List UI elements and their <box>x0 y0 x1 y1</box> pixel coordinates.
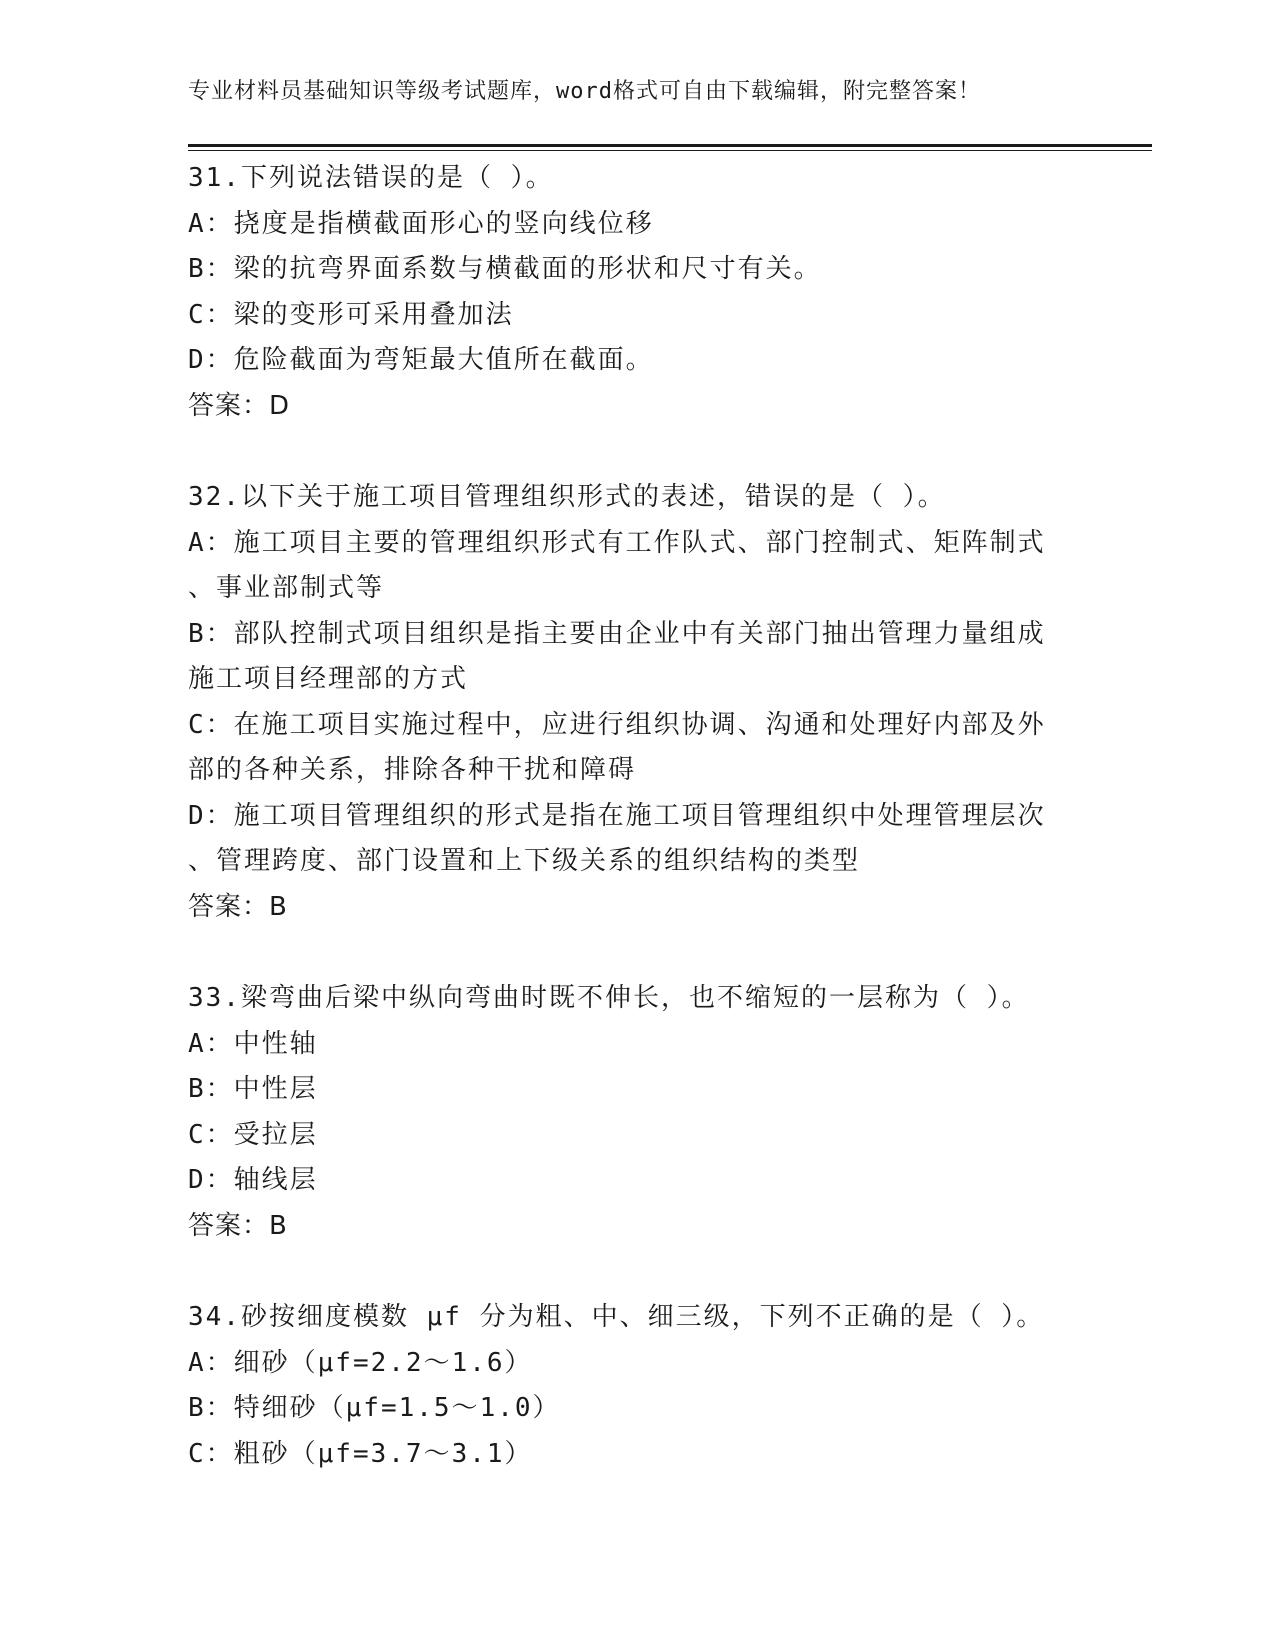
option-b-continued: 施工项目经理部的方式 <box>188 664 469 694</box>
option-c: C：受拉层 <box>188 1119 318 1150</box>
question-list <box>188 156 1128 1523</box>
option-a: A：挠度是指横截面形心的竖向线位移 <box>188 208 654 239</box>
option-d: D：施工项目管理组织的形式是指在施工项目管理组织中处理管理层次 <box>188 800 1046 831</box>
question-31 <box>188 156 1128 429</box>
question-32 <box>188 475 1128 930</box>
option-b: B：部队控制式项目组织是指主要由企业中有关部门抽出管理力量组成 <box>188 618 1046 649</box>
answer: 答案：B <box>188 891 288 922</box>
option-b: B：梁的抗弯界面系数与横截面的形状和尺寸有关。 <box>188 254 822 284</box>
option-d: D：轴线层 <box>188 1165 318 1195</box>
option-b: B：中性层 <box>188 1074 318 1104</box>
option-c: C：粗砂（μf=3.7～3.1） <box>188 1438 533 1469</box>
option-c: C：在施工项目实施过程中，应进行组织协调、沟通和处理好内部及外 <box>188 709 1046 740</box>
header-rule-thin <box>188 150 1152 151</box>
option-b: B：特细砂（μf=1.5～1.0） <box>188 1393 561 1423</box>
question-stem: 31.下列说法错误的是（ ）。 <box>188 163 554 193</box>
question-stem: 32.以下关于施工项目管理组织形式的表述，错误的是（ ）。 <box>188 482 946 512</box>
option-d: D：危险截面为弯矩最大值所在截面。 <box>188 345 654 375</box>
option-c: C：梁的变形可采用叠加法 <box>188 299 514 330</box>
answer: 答案：D <box>188 390 291 421</box>
question-stem: 33.梁弯曲后梁中纵向弯曲时既不伸长，也不缩短的一层称为（ ）。 <box>188 983 1030 1013</box>
option-c-continued: 部的各种关系，排除各种干扰和障碍 <box>188 755 637 785</box>
option-d-continued: 、管理跨度、部门设置和上下级关系的组织结构的类型 <box>188 846 861 876</box>
question-33 <box>188 976 1128 1249</box>
page-header: 专业材料员基础知识等级考试题库，word格式可自由下载编辑，附完整答案！ <box>188 79 981 104</box>
option-a-continued: 、事业部制式等 <box>188 573 385 603</box>
question-stem: 34.砂按细度模数 μf 分为粗、中、细三级，下列不正确的是（ ）。 <box>188 1302 1045 1332</box>
question-34 <box>188 1295 1128 1477</box>
header-rule-thick <box>188 144 1152 147</box>
option-a: A：细砂（μf=2.2～1.6） <box>188 1347 533 1378</box>
option-a: A：中性轴 <box>188 1028 318 1059</box>
answer: 答案：B <box>188 1210 288 1241</box>
option-a: A：施工项目主要的管理组织形式有工作队式、部门控制式、矩阵制式 <box>188 527 1046 558</box>
